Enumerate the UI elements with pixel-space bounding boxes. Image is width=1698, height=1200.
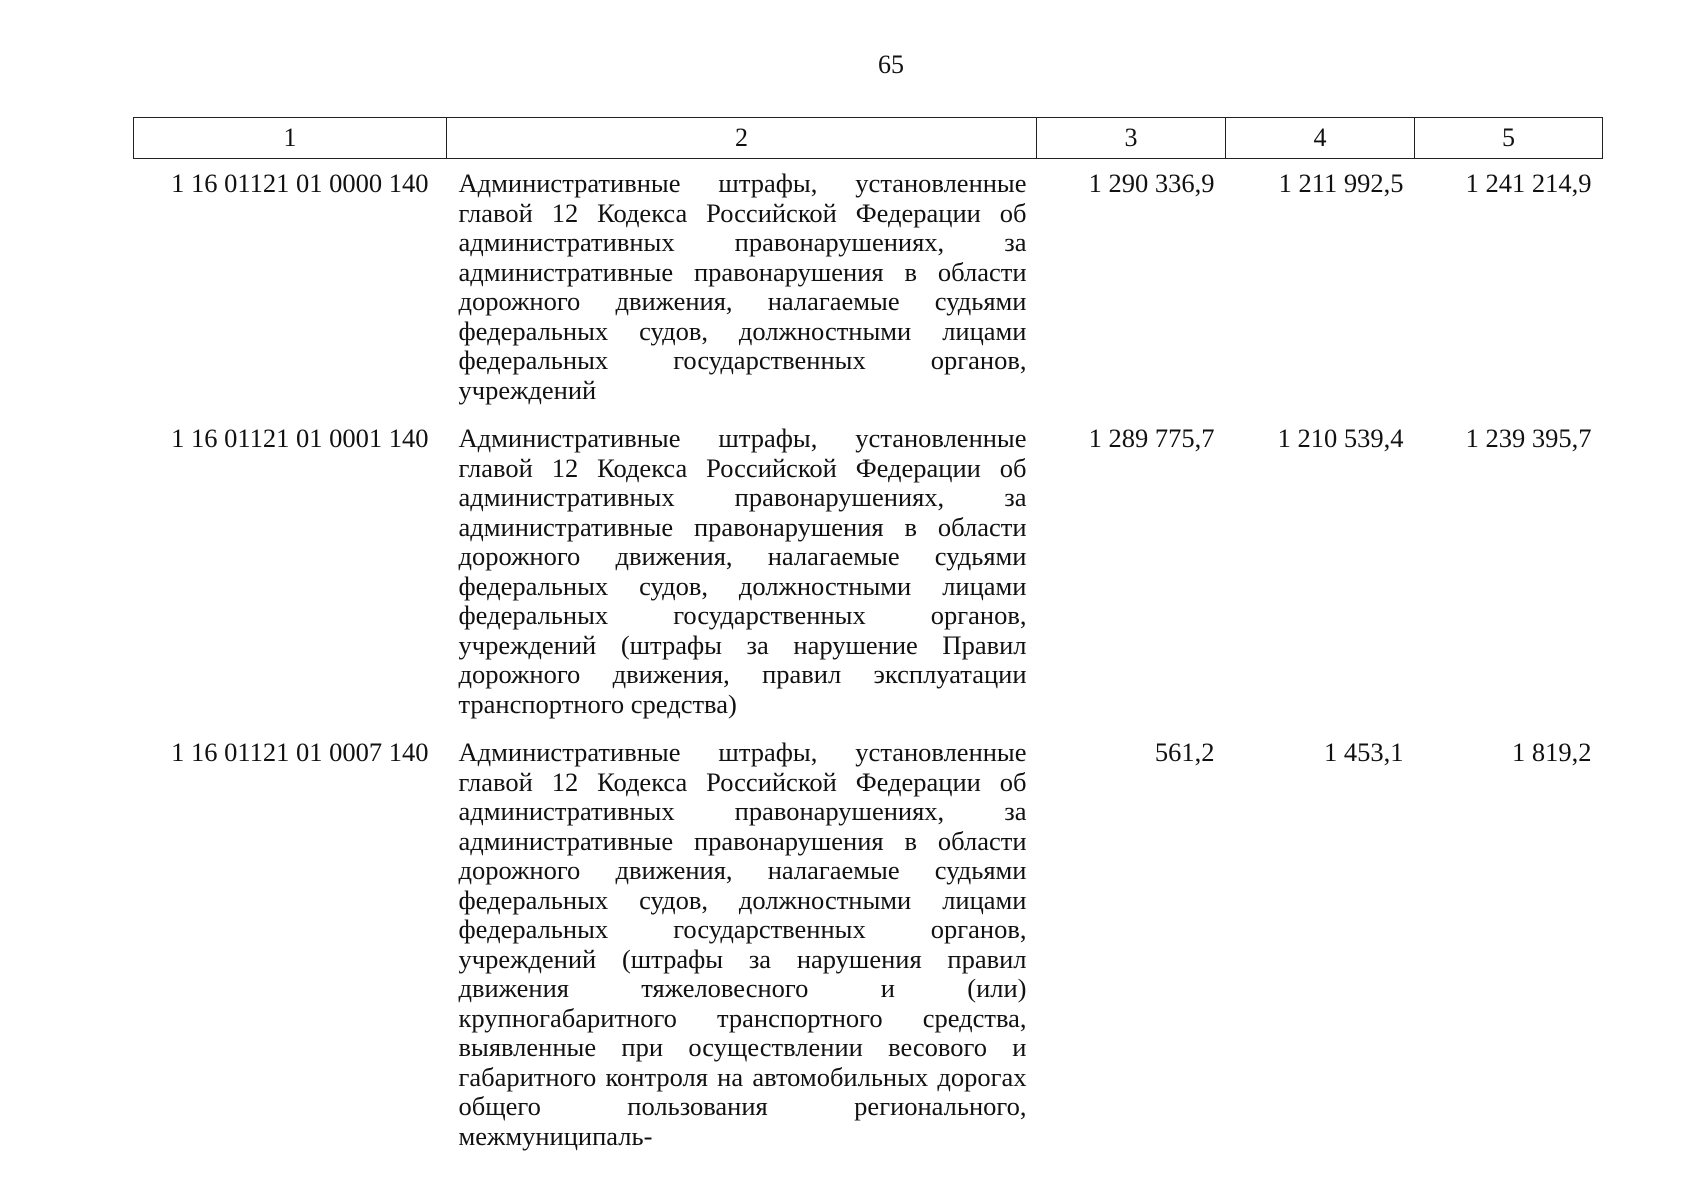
header-col-2: 2 (447, 118, 1037, 159)
table-body (134, 159, 1603, 1161)
header-col-4: 4 (1226, 118, 1415, 159)
amount-col-4: 1 210 539,4 (1277, 423, 1404, 453)
header-row (134, 118, 1603, 159)
budget-code: 1 16 01121 01 0001 140 (171, 423, 429, 453)
table-row (134, 159, 1603, 415)
amount-col-3: 1 289 775,7 (1088, 423, 1215, 453)
amount-col-4: 1 453,1 (1324, 737, 1404, 767)
amount-col-3: 561,2 (1154, 737, 1215, 767)
revenue-description: Административные штрафы, установленные главой 12 Кодекса Российской Федерации об административных правонарушениях, за административные правонарушения в области дорожного движения, налагаемые судьями федеральных судов, должностными лицами федеральных государственных органов, учреждений (штрафы за нарушения правил движения тяжеловесного и (или) крупногабаритного транспортного средства, выявленные при осуществлении весового и габаритного контроля на автомобильных дорогах общего пользования регионального, межмуниципаль- (458, 737, 1027, 1151)
revenue-description: Административные штрафы, установленные главой 12 Кодекса Российской Федерации об административных правонарушениях, за административные правонарушения в области дорожного движения, налагаемые судьями федеральных судов, должностными лицами федеральных государственных органов, учреждений (458, 168, 1027, 405)
header-col-5: 5 (1415, 118, 1603, 159)
amount-col-5: 1 241 214,9 (1465, 168, 1592, 198)
budget-code: 1 16 01121 01 0000 140 (171, 168, 429, 198)
budget-code: 1 16 01121 01 0007 140 (171, 737, 429, 767)
table-row (134, 728, 1603, 1160)
budget-table (133, 117, 1603, 1160)
revenue-description: Административные штрафы, установленные главой 12 Кодекса Российской Федерации об административных правонарушениях, за административные правонарушения в области дорожного движения, налагаемые судьями федеральных судов, должностными лицами федеральных государственных органов, учреждений (штрафы за нарушение Правил дорожного движения, правил эксплуатации транспортного средства) (458, 423, 1027, 719)
amount-col-4: 1 211 992,5 (1278, 168, 1404, 198)
table-row (134, 414, 1603, 728)
amount-col-3: 1 290 336,9 (1088, 168, 1215, 198)
header-col-1: 1 (134, 118, 447, 159)
header-col-3: 3 (1037, 118, 1226, 159)
page-number: 65 (878, 50, 904, 79)
amount-col-5: 1 819,2 (1512, 737, 1592, 767)
amount-col-5: 1 239 395,7 (1465, 423, 1592, 453)
table-header (134, 118, 1603, 159)
